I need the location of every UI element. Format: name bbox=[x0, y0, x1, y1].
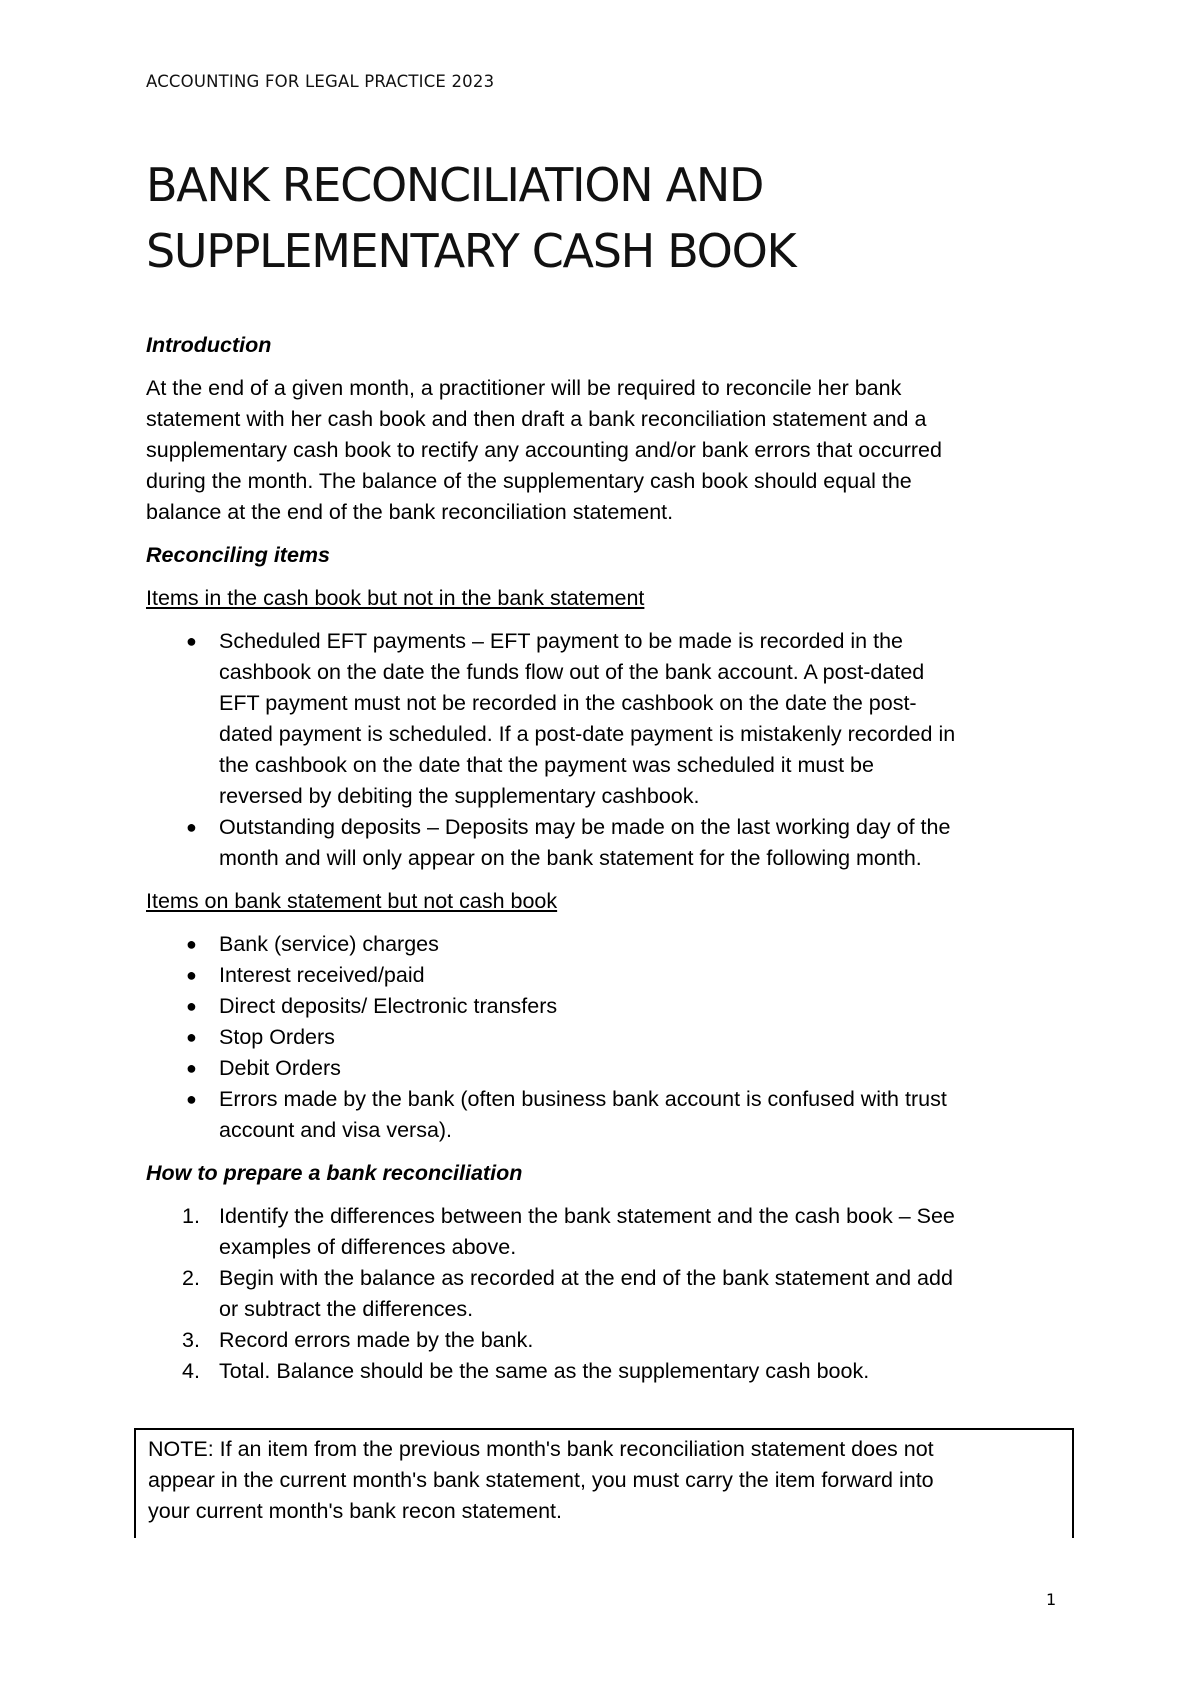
list-item-line: EFT payment must not be recorded in the cashbook on the date the post- bbox=[219, 691, 917, 715]
list-item bbox=[146, 1263, 1076, 1325]
note-line: appear in the current month's bank statement, you must carry the item forward into bbox=[148, 1468, 934, 1492]
list-item-line: Scheduled EFT payments – EFT payment to be made is recorded in the bbox=[219, 629, 903, 653]
bullet-icon: ● bbox=[186, 934, 197, 954]
list-item-line: Identify the differences between the bank statement and the cash book – See bbox=[219, 1204, 955, 1228]
how-to-heading: How to prepare a bank reconciliation bbox=[146, 1161, 523, 1185]
list-item bbox=[146, 1084, 1076, 1146]
list-item-line: Errors made by the bank (often business bank account is confused with trust bbox=[219, 1087, 947, 1111]
bullet-icon: ● bbox=[186, 631, 197, 651]
list-item bbox=[146, 812, 1076, 874]
paragraph-line: At the end of a given month, a practitioner will be required to reconcile her bank bbox=[146, 376, 902, 400]
document-body bbox=[146, 330, 1076, 1399]
list-item-line: the cashbook on the date that the payment was scheduled it must be bbox=[219, 753, 874, 777]
paragraph-line: supplementary cash book to rectify any accounting and/or bank errors that occurred bbox=[146, 438, 942, 462]
bullet-icon: ● bbox=[186, 965, 197, 985]
introduction-paragraph bbox=[146, 373, 1076, 528]
title-line: SUPPLEMENTARY CASH BOOK bbox=[146, 224, 796, 278]
paragraph-line: during the month. The balance of the supplementary cash book should equal the bbox=[146, 469, 912, 493]
list-item-line: Begin with the balance as recorded at the end of the bank statement and add bbox=[219, 1266, 953, 1290]
list-item bbox=[146, 929, 1076, 960]
list-item-line: dated payment is scheduled. If a post-date payment is mistakenly recorded in bbox=[219, 722, 956, 746]
list-item-line: reversed by debiting the supplementary cashbook. bbox=[219, 784, 700, 808]
list-item bbox=[146, 960, 1076, 991]
list-item-line: examples of differences above. bbox=[219, 1235, 517, 1259]
introduction-heading: Introduction bbox=[146, 333, 272, 357]
list-item-line: or subtract the differences. bbox=[219, 1297, 474, 1321]
list-item-line: Outstanding deposits – Deposits may be made on the last working day of the bbox=[219, 815, 951, 839]
list-item bbox=[146, 991, 1076, 1022]
list-item-line: Bank (service) charges bbox=[219, 932, 439, 956]
title-line: BANK RECONCILIATION AND bbox=[146, 158, 764, 212]
list-item-line: Total. Balance should be the same as the supplementary cash book. bbox=[219, 1359, 870, 1383]
list-item-line: Record errors made by the bank. bbox=[219, 1328, 534, 1352]
list-item-line: account and visa versa). bbox=[219, 1118, 453, 1142]
paragraph-line: balance at the end of the bank reconciliation statement. bbox=[146, 500, 674, 524]
bullet-icon: ● bbox=[186, 1089, 197, 1109]
list-item bbox=[146, 626, 1076, 812]
list-item-line: month and will only appear on the bank statement for the following month. bbox=[219, 846, 922, 870]
list-item bbox=[146, 1201, 1076, 1263]
note-line: your current month's bank recon statement. bbox=[148, 1499, 563, 1523]
list-item-line: Direct deposits/ Electronic transfers bbox=[219, 994, 558, 1018]
paragraph-line: statement with her cash book and then draft a bank reconciliation statement and a bbox=[146, 407, 927, 431]
step-number: 2. bbox=[182, 1266, 200, 1290]
cash-book-items-list bbox=[146, 626, 1076, 874]
bank-statement-items-list bbox=[146, 929, 1076, 1146]
step-number: 1. bbox=[182, 1204, 200, 1228]
bullet-icon: ● bbox=[186, 1027, 197, 1047]
list-item-line: Debit Orders bbox=[219, 1056, 341, 1080]
bank-statement-items-heading: Items on bank statement but not cash book bbox=[146, 889, 558, 913]
list-item bbox=[146, 1022, 1076, 1053]
bullet-icon: ● bbox=[186, 996, 197, 1016]
list-item bbox=[146, 1325, 1076, 1356]
bullet-icon: ● bbox=[186, 1058, 197, 1078]
step-number: 4. bbox=[182, 1359, 200, 1383]
cash-book-items-heading: Items in the cash book but not in the bank statement bbox=[146, 586, 645, 610]
note-line: NOTE: If an item from the previous month's bank reconciliation statement does not bbox=[148, 1437, 934, 1461]
list-item-line: cashbook on the date the funds flow out of the bank account. A post-dated bbox=[219, 660, 925, 684]
page-number: 1 bbox=[1046, 1590, 1057, 1609]
list-item bbox=[146, 1356, 1076, 1387]
running-header: ACCOUNTING FOR LEGAL PRACTICE 2023 bbox=[146, 72, 495, 91]
bullet-icon: ● bbox=[186, 817, 197, 837]
page-title bbox=[146, 152, 1106, 284]
step-number: 3. bbox=[182, 1328, 200, 1352]
list-item-line: Interest received/paid bbox=[219, 963, 425, 987]
list-item-line: Stop Orders bbox=[219, 1025, 335, 1049]
reconciling-items-heading: Reconciling items bbox=[146, 543, 330, 567]
how-to-steps-list bbox=[146, 1201, 1076, 1387]
list-item bbox=[146, 1053, 1076, 1084]
note-box bbox=[134, 1428, 1074, 1538]
